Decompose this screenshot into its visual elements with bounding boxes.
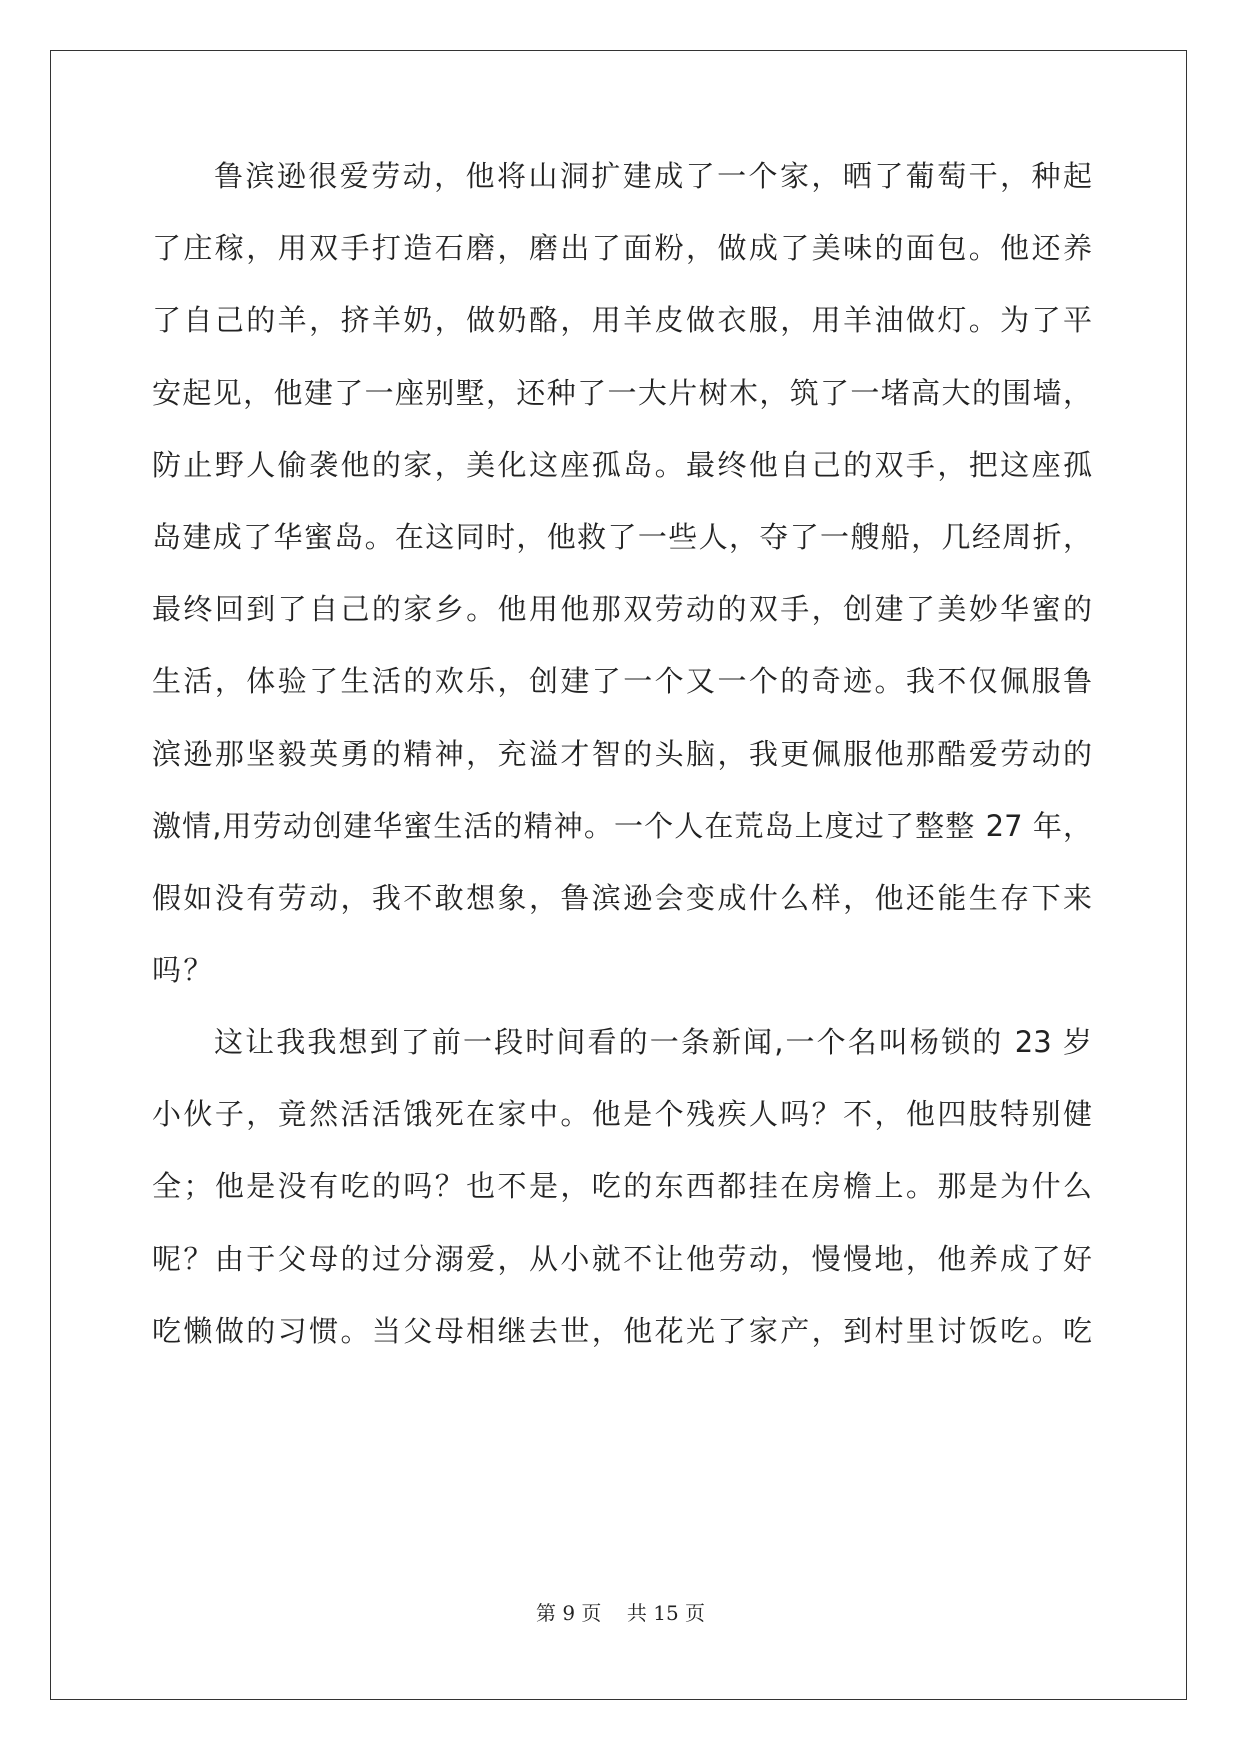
text-line: 全；他是没有吃的吗？也不是，吃的东西都挂在房檐上。那是为什么: [152, 1169, 1092, 1204]
text-line: 了自己的羊，挤羊奶，做奶酪，用羊皮做衣服，用羊油做灯。为了平: [152, 303, 1092, 338]
page-footer: [0, 1597, 1241, 1626]
text-line: 吃懒做的习惯。当父母相继去世，他花光了家产，到村里讨饭吃。吃: [152, 1313, 1092, 1348]
text-line: 防止野人偷袭他的家，美化这座孤岛。最终他自己的双手，把这座孤: [152, 447, 1092, 482]
text-line: 呢？由于父母的过分溺爱，从小就不让他劳动，慢慢地，他养成了好: [152, 1241, 1092, 1276]
page-total: 共 15 页: [626, 1601, 706, 1625]
text-line: 了庄稼，用双手打造石磨，磨出了面粉，做成了美味的面包。他还养: [152, 231, 1092, 266]
text-line: 岛建成了华蜜岛。在这同时，他救了一些人，夺了一艘船，几经周折，: [152, 520, 1092, 554]
text-line: 滨逊那坚毅英勇的精神，充溢才智的头脑，我更佩服他那酷爱劳动的: [152, 736, 1092, 771]
page-border: [50, 50, 1187, 1700]
text-line: 这让我我想到了前一段时间看的一条新闻,一个名叫杨锁的 23 岁: [214, 1025, 1092, 1059]
page-number: 第 9 页: [535, 1601, 602, 1625]
text-line: 生活，体验了生活的欢乐，创建了一个又一个的奇迹。我不仅佩服鲁: [152, 664, 1092, 699]
text-line: 鲁滨逊很爱劳动，他将山洞扩建成了一个家，晒了葡萄干，种起: [214, 159, 1092, 193]
text-line: 吗？: [152, 953, 215, 988]
text-line: 安起见，他建了一座别墅，还种了一大片树木，筑了一堵高大的围墙，: [152, 375, 1092, 410]
text-line: 假如没有劳动，我不敢想象，鲁滨逊会变成什么样，他还能生存下来: [152, 881, 1092, 915]
text-line: 激情,用劳动创建华蜜生活的精神。一个人在荒岛上度过了整整 27 年，: [152, 808, 1092, 843]
text-line: 小伙子，竟然活活饿死在家中。他是个残疾人吗？不，他四肢特别健: [152, 1097, 1092, 1132]
text-line: 最终回到了自己的家乡。他用他那双劳动的双手，创建了美妙华蜜的: [152, 592, 1092, 627]
